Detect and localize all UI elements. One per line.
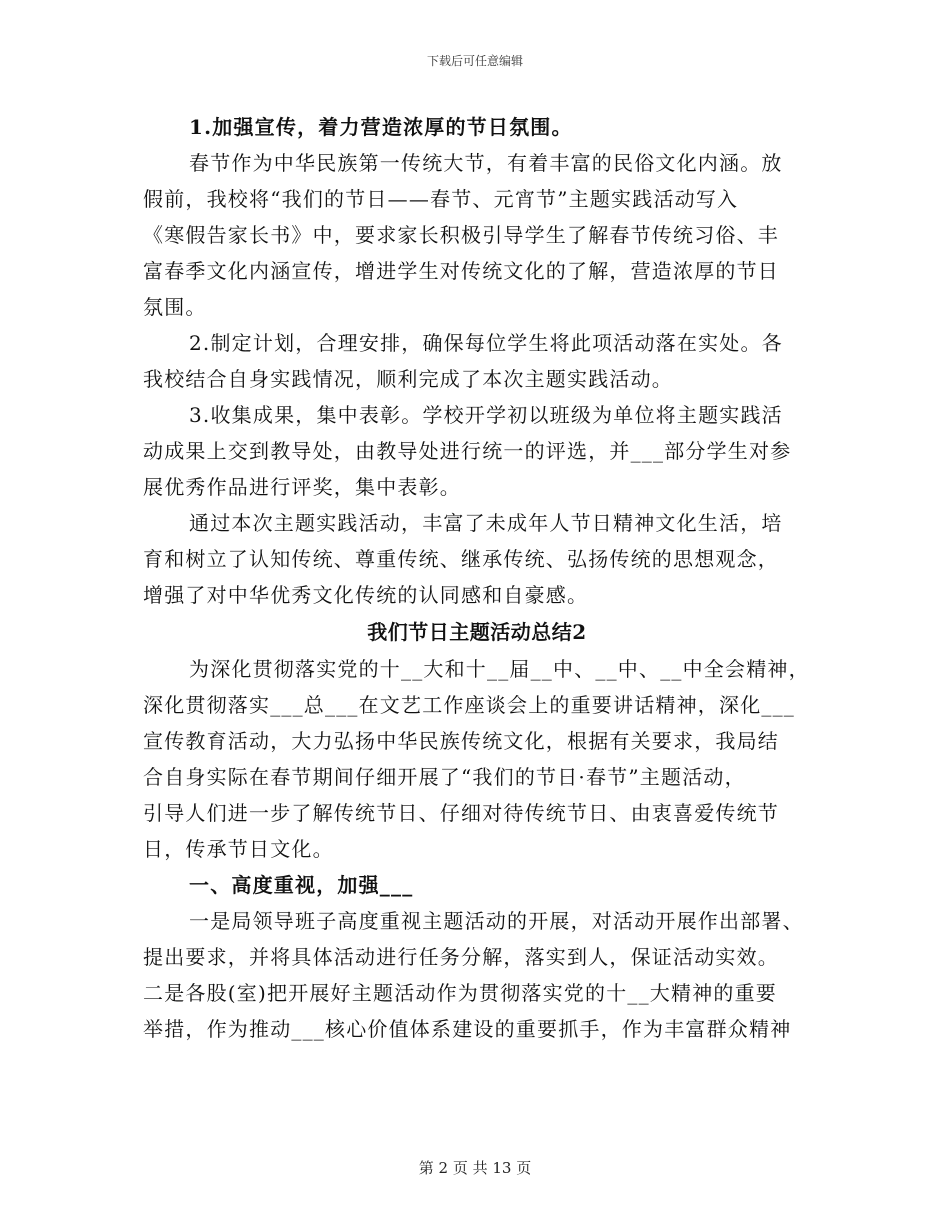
- document-body: [143, 109, 811, 1047]
- paragraph-line: 我校结合自身实践情况，顺利完成了本次主题实践活动。: [143, 367, 673, 391]
- paragraph-line: 氛围。: [143, 295, 207, 319]
- paragraph-line: 《寒假告家长书》中，要求家长积极引导学生了解春节传统习俗、丰: [143, 223, 779, 247]
- paragraph-line: 育和树立了认知传统、尊重传统、继承传统、弘扬传统的思想观念，: [143, 547, 779, 571]
- paragraph-line: 假前，我校将“我们的节日——春节、元宵节”主题实践活动写入: [143, 187, 739, 211]
- paragraph-line: 日，传承节日文化。: [143, 837, 334, 861]
- paragraph-line: 举措，作为推动___核心价值体系建设的重要抓手，作为丰富群众精神: [143, 1017, 792, 1041]
- paragraph-line: 展优秀作品进行评奖，集中表彰。: [143, 475, 461, 499]
- paragraph-line: 动成果上交到教导处，由教导处进行统一的评选，并___部分学生对参: [143, 439, 792, 463]
- paragraph-line: 富春季文化内涵宣传，增进学生对传统文化的了解，营造浓厚的节日: [143, 259, 779, 283]
- paragraph-line: 引导人们进一步了解传统节日、仔细对待传统节日、由衷喜爱传统节: [143, 801, 779, 825]
- paragraph-line: 深化贯彻落实___总___在文艺工作座谈会上的重要讲话精神，深化___: [143, 693, 795, 717]
- paragraph-line: 通过本次主题实践活动，丰富了未成年人节日精神文化生活，培: [189, 511, 783, 535]
- paragraph-line: 2.制定计划，合理安排，确保每位学生将此项活动落在实处。各: [189, 331, 783, 355]
- page-number: 第 2 页 共 13 页: [418, 1159, 532, 1177]
- header-note: 下载后可任意编辑: [426, 54, 523, 68]
- document-title: 我们节日主题活动总结2: [367, 620, 587, 644]
- paragraph-line: 宣传教育活动，大力弘扬中华民族传统文化，根据有关要求，我局结: [143, 729, 779, 753]
- section-heading-1: 1.加强宣传，着力营造浓厚的节日氛围。: [189, 115, 573, 139]
- section-heading-2: 一、高度重视，加强___: [189, 873, 414, 897]
- paragraph-line: 一是局领导班子高度重视主题活动的开展，对活动开展作出部署、: [189, 909, 804, 933]
- paragraph-line: 二是各股(室)把开展好主题活动作为贯彻落实党的十__大精神的重要: [143, 981, 778, 1005]
- paragraph-line: 提出要求，并将具体活动进行任务分解，落实到人，保证活动实效。: [143, 945, 779, 969]
- paragraph-line: 春节作为中华民族第一传统大节，有着丰富的民俗文化内涵。放: [189, 151, 783, 175]
- paragraph-line: 为深化贯彻落实党的十__大和十__届__中、__中、__中全会精神，: [189, 657, 810, 681]
- paragraph-line: 合自身实际在春节期间仔细开展了“我们的节日·春节”主题活动，: [143, 765, 746, 789]
- paragraph-line: 3.收集成果，集中表彰。学校开学初以班级为单位将主题实践活: [189, 403, 783, 427]
- paragraph-line: 增强了对中华优秀文化传统的认同感和自豪感。: [143, 583, 589, 607]
